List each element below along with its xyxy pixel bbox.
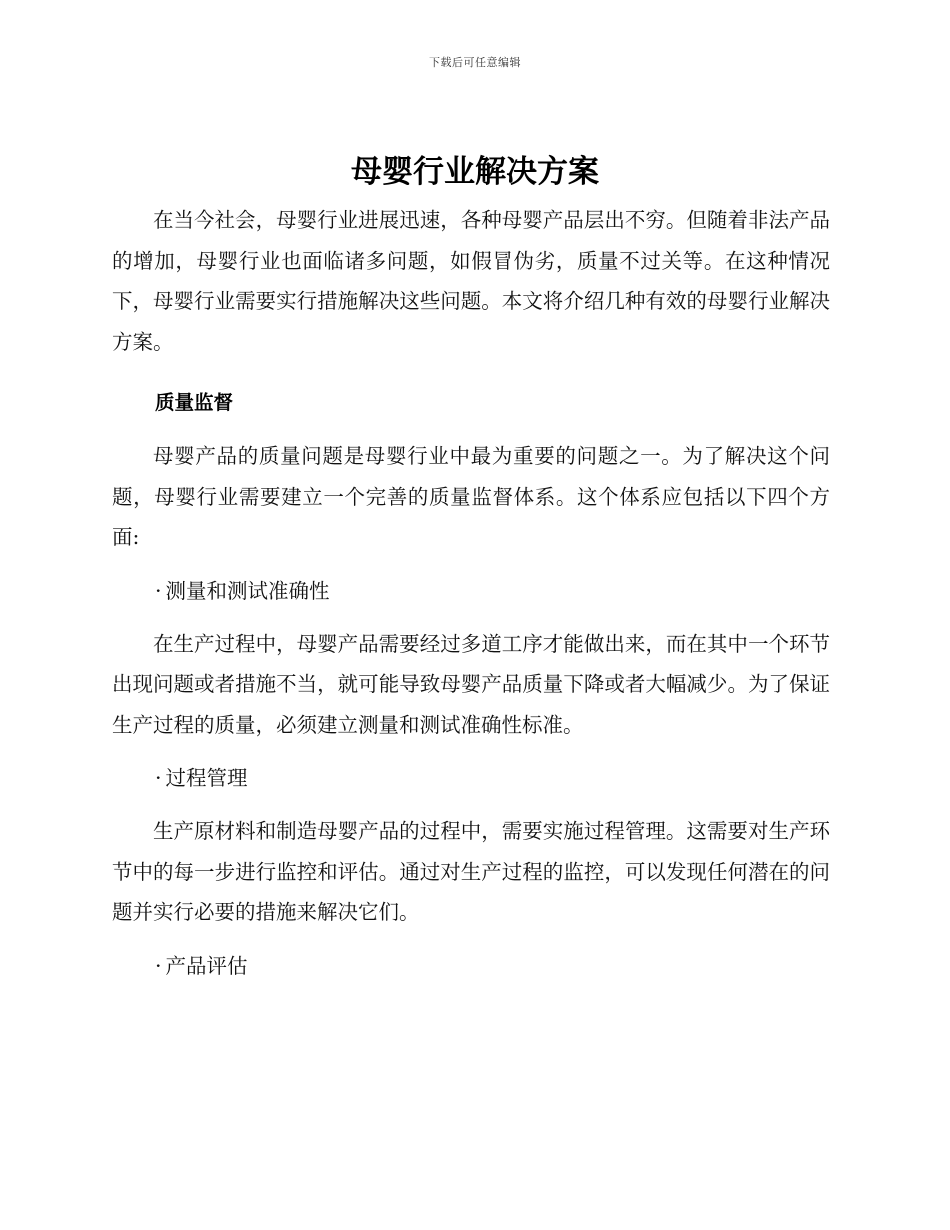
bullet-marker: · [155,766,162,790]
bullet-label: 测量和测试准确性 [165,578,330,603]
bullet-paragraph-measurement: 在生产过程中，母婴产品需要经过多道工序才能做出来，而在其中一个环节出现问题或者措施不当，就可能导致母婴产品质量下降或者大幅减少。为了保证生产过程的质量，必须建立测量和测试准确性标准。 [112,631,830,737]
document-title: 母婴行业解决方案 [351,154,599,190]
document-body [112,200,830,999]
bullet-label: 产品评估 [165,953,248,978]
bullet-item-process [112,758,830,798]
bullet-label: 过程管理 [165,766,248,790]
bullet-marker: · [155,578,162,603]
section-heading: 质量监督 [155,391,234,414]
bullet-paragraph-process: 生产原材料和制造母婴产品的过程中，需要实施过程管理。这需要对生产环节中的每一步进行监控和评估。通过对生产过程的监控，可以发现任何潜在的问题并实行必要的措施来解决它们。 [112,819,830,924]
bullet-item-measurement [112,571,830,611]
header-note: 下载后可任意编辑 [429,56,521,69]
intro-paragraph: 在当今社会，母婴行业进展迅速，各种母婴产品层出不穷。但随着非法产品的增加，母婴行业也面临诸多问题，如假冒伪劣，质量不过关等。在这种情况下，母婴行业需要实行措施解决这些问题。本文将介绍几种有效的母婴行业解决方案。 [112,208,830,354]
section-paragraph: 母婴产品的质量问题是母婴行业中最为重要的问题之一。为了解决这个问题，母婴行业需要建立一个完善的质量监督体系。这个体系应包括以下四个方面: [112,444,830,549]
bullet-item-evaluation [112,946,830,986]
bullet-marker: · [155,953,162,978]
